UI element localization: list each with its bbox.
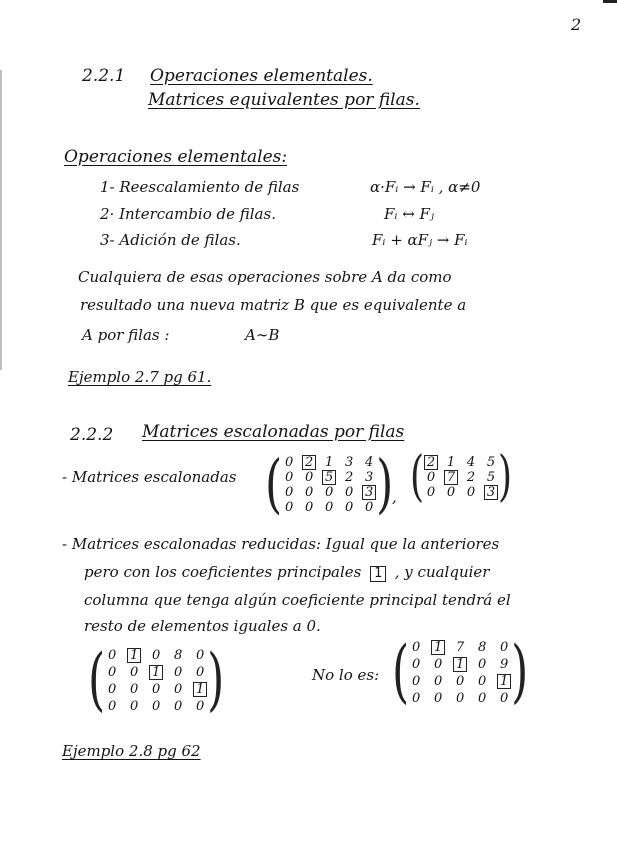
matrixA-cell-2-2: 0: [325, 485, 334, 500]
matrixC-cell-2-3: 0: [174, 682, 183, 697]
matrixC-cell-1-4: 0: [196, 665, 205, 680]
page-edge-mark: [603, 0, 617, 3]
matrixA-cell-2-0: 0: [285, 485, 294, 500]
matrixA-cell-0-1: 2: [302, 455, 316, 470]
matrixA-cell-3-3: 0: [345, 500, 354, 515]
matrix-b-left-paren: (: [410, 446, 425, 508]
matrix-a-grid: [282, 455, 376, 515]
matrixA-cell-2-4: 3: [362, 485, 376, 500]
matrixD-cell-0-2: 7: [456, 640, 465, 655]
matrixA-cell-0-0: 0: [285, 455, 294, 470]
matrixA-cell-1-0: 0: [285, 470, 294, 485]
matrixD-cell-0-3: 8: [478, 640, 487, 655]
matrixC-cell-2-1: 0: [130, 682, 139, 697]
section-title-222: Matrices escalonadas por filas: [142, 422, 405, 442]
matrixB-cell-1-2: 2: [466, 470, 476, 485]
matrixA-cell-1-3: 2: [345, 470, 354, 485]
section-number-221: 2.2.1: [82, 66, 126, 86]
section-number-222: 2.2.2: [70, 425, 114, 445]
matrixC-cell-3-2: 0: [152, 699, 161, 714]
matrixC-cell-3-3: 0: [174, 699, 183, 714]
matrixB-cell-1-1: 7: [444, 470, 458, 485]
matrixA-cell-1-4: 3: [365, 470, 374, 485]
matrixD-cell-1-0: 0: [412, 657, 421, 672]
matrixA-cell-1-1: 0: [305, 470, 314, 485]
op-item-3-label: 3- Adición de filas.: [100, 231, 241, 249]
matrixD-cell-1-2: 1: [453, 657, 467, 672]
matrixC-cell-3-0: 0: [108, 699, 117, 714]
example-2-7: Ejemplo 2.7 pg 61.: [68, 368, 212, 386]
section-title-221-line1: Operaciones elementales.: [150, 66, 373, 86]
matrixC-cell-3-1: 0: [130, 699, 139, 714]
matrixD-cell-2-2: 0: [456, 674, 465, 689]
matrixC-cell-0-1: 1: [127, 648, 141, 663]
matrixB-cell-0-0: 2: [424, 455, 438, 470]
bullet-reducidas-line2-a: pero con los coeficientes principales: [84, 563, 362, 581]
matrix-b: [410, 446, 513, 508]
matrixA-cell-0-4: 4: [365, 455, 374, 470]
matrix-c-grid: [105, 648, 207, 714]
matrixA-cell-2-1: 0: [305, 485, 314, 500]
matrixB-cell-2-1: 0: [446, 485, 456, 500]
bullet-reducidas-line2-b: , y cualquier: [394, 563, 490, 581]
ops-paragraph-line3: A por filas :: [82, 326, 170, 344]
matrix-a-left-paren: (: [265, 447, 283, 522]
matrixD-cell-2-0: 0: [412, 674, 421, 689]
equivalence-relation: A∼B: [245, 326, 280, 344]
matrixB-cell-0-1: 1: [446, 455, 456, 470]
matrix-b-right-paren: ): [498, 446, 513, 508]
matrix-d-right-paren: ): [511, 632, 529, 712]
matrixD-cell-0-0: 0: [412, 640, 421, 655]
page-number: 2: [571, 15, 582, 34]
matrix-c-right-paren: ): [207, 640, 225, 720]
matrixC-cell-1-2: 1: [149, 665, 163, 680]
matrixC-cell-1-3: 0: [174, 665, 183, 680]
matrixD-cell-2-4: 1: [497, 674, 511, 689]
matrixD-cell-3-2: 0: [456, 691, 465, 706]
bullet-reducidas-line2: [84, 563, 489, 582]
matrixC-cell-2-0: 0: [108, 682, 117, 697]
matrix-d-grid: [409, 640, 511, 706]
matrix-b-grid: [424, 455, 498, 500]
matrixC-cell-1-0: 0: [108, 665, 117, 680]
matrixC-cell-0-0: 0: [108, 648, 117, 663]
matrixD-cell-2-1: 0: [434, 674, 443, 689]
bullet-reducidas-line4: resto de elementos iguales a 0.: [84, 617, 321, 635]
matrixD-cell-0-1: 1: [431, 640, 445, 655]
matrixB-cell-0-3: 5: [486, 455, 496, 470]
matrixC-cell-3-4: 0: [196, 699, 205, 714]
matrixC-cell-1-1: 0: [130, 665, 139, 680]
matrix-d-left-paren: (: [392, 632, 410, 712]
matrixA-cell-0-2: 1: [325, 455, 334, 470]
matrixC-cell-0-3: 8: [174, 648, 183, 663]
matrixD-cell-3-4: 0: [500, 691, 509, 706]
op-item-1-formula: α·Fᵢ → Fᵢ , α≠0: [370, 178, 481, 196]
matrixD-cell-2-3: 0: [478, 674, 487, 689]
matrixB-cell-2-2: 0: [466, 485, 476, 500]
ops-heading: Operaciones elementales:: [64, 147, 288, 167]
matrixA-cell-3-2: 0: [325, 500, 334, 515]
matrixD-cell-1-3: 0: [478, 657, 487, 672]
matrixC-cell-0-4: 0: [196, 648, 205, 663]
ops-paragraph-line1: Cualquiera de esas operaciones sobre A da como: [78, 268, 452, 286]
matrixB-cell-0-2: 4: [466, 455, 476, 470]
not-reduced-label: No lo es:: [312, 666, 380, 684]
matrixB-cell-1-3: 5: [486, 470, 496, 485]
matrix-separator-comma: ,: [392, 488, 397, 506]
matrix-c-left-paren: (: [88, 640, 106, 720]
matrixD-cell-1-4: 9: [500, 657, 509, 672]
matrixD-cell-3-1: 0: [434, 691, 443, 706]
matrixC-cell-2-4: 1: [193, 682, 207, 697]
boxed-leading-one: 1: [370, 566, 386, 582]
matrix-a: [265, 447, 394, 522]
scan-edge-line: [0, 70, 2, 370]
op-item-2-formula: Fᵢ ↔ Fⱼ: [384, 205, 434, 223]
matrixD-cell-3-0: 0: [412, 691, 421, 706]
matrix-a-right-paren: ): [376, 447, 394, 522]
matrixA-cell-2-3: 0: [345, 485, 354, 500]
bullet-reducidas-line3: columna que tenga algún coeficiente principal tendrá el: [84, 591, 511, 609]
section-title-221-line2: Matrices equivalentes por filas.: [148, 90, 420, 110]
example-2-8: Ejemplo 2.8 pg 62: [62, 742, 201, 760]
matrix-c: [88, 640, 225, 720]
matrixD-cell-3-3: 0: [478, 691, 487, 706]
bullet-escalonadas: - Matrices escalonadas: [62, 468, 237, 486]
bullet-reducidas-line1: - Matrices escalonadas reducidas: Igual que la anteriores: [62, 535, 500, 553]
matrixA-cell-3-1: 0: [305, 500, 314, 515]
matrixD-cell-0-4: 0: [500, 640, 509, 655]
op-item-2-label: 2· Intercambio de filas.: [100, 205, 276, 223]
matrixA-cell-3-0: 0: [285, 500, 294, 515]
matrixA-cell-0-3: 3: [345, 455, 354, 470]
op-item-3-formula: Fᵢ + αFⱼ → Fᵢ: [372, 231, 468, 249]
matrixB-cell-1-0: 0: [426, 470, 436, 485]
matrixB-cell-2-3: 3: [484, 485, 498, 500]
matrixA-cell-1-2: 5: [322, 470, 336, 485]
matrixC-cell-2-2: 0: [152, 682, 161, 697]
matrixC-cell-0-2: 0: [152, 648, 161, 663]
matrixD-cell-1-1: 0: [434, 657, 443, 672]
matrixA-cell-3-4: 0: [365, 500, 374, 515]
matrixB-cell-2-0: 0: [426, 485, 436, 500]
ops-paragraph-line2: resultado una nueva matriz B que es equivalente a: [80, 296, 467, 314]
op-item-1-label: 1- Reescalamiento de filas: [100, 178, 300, 196]
matrix-d: [392, 632, 529, 712]
